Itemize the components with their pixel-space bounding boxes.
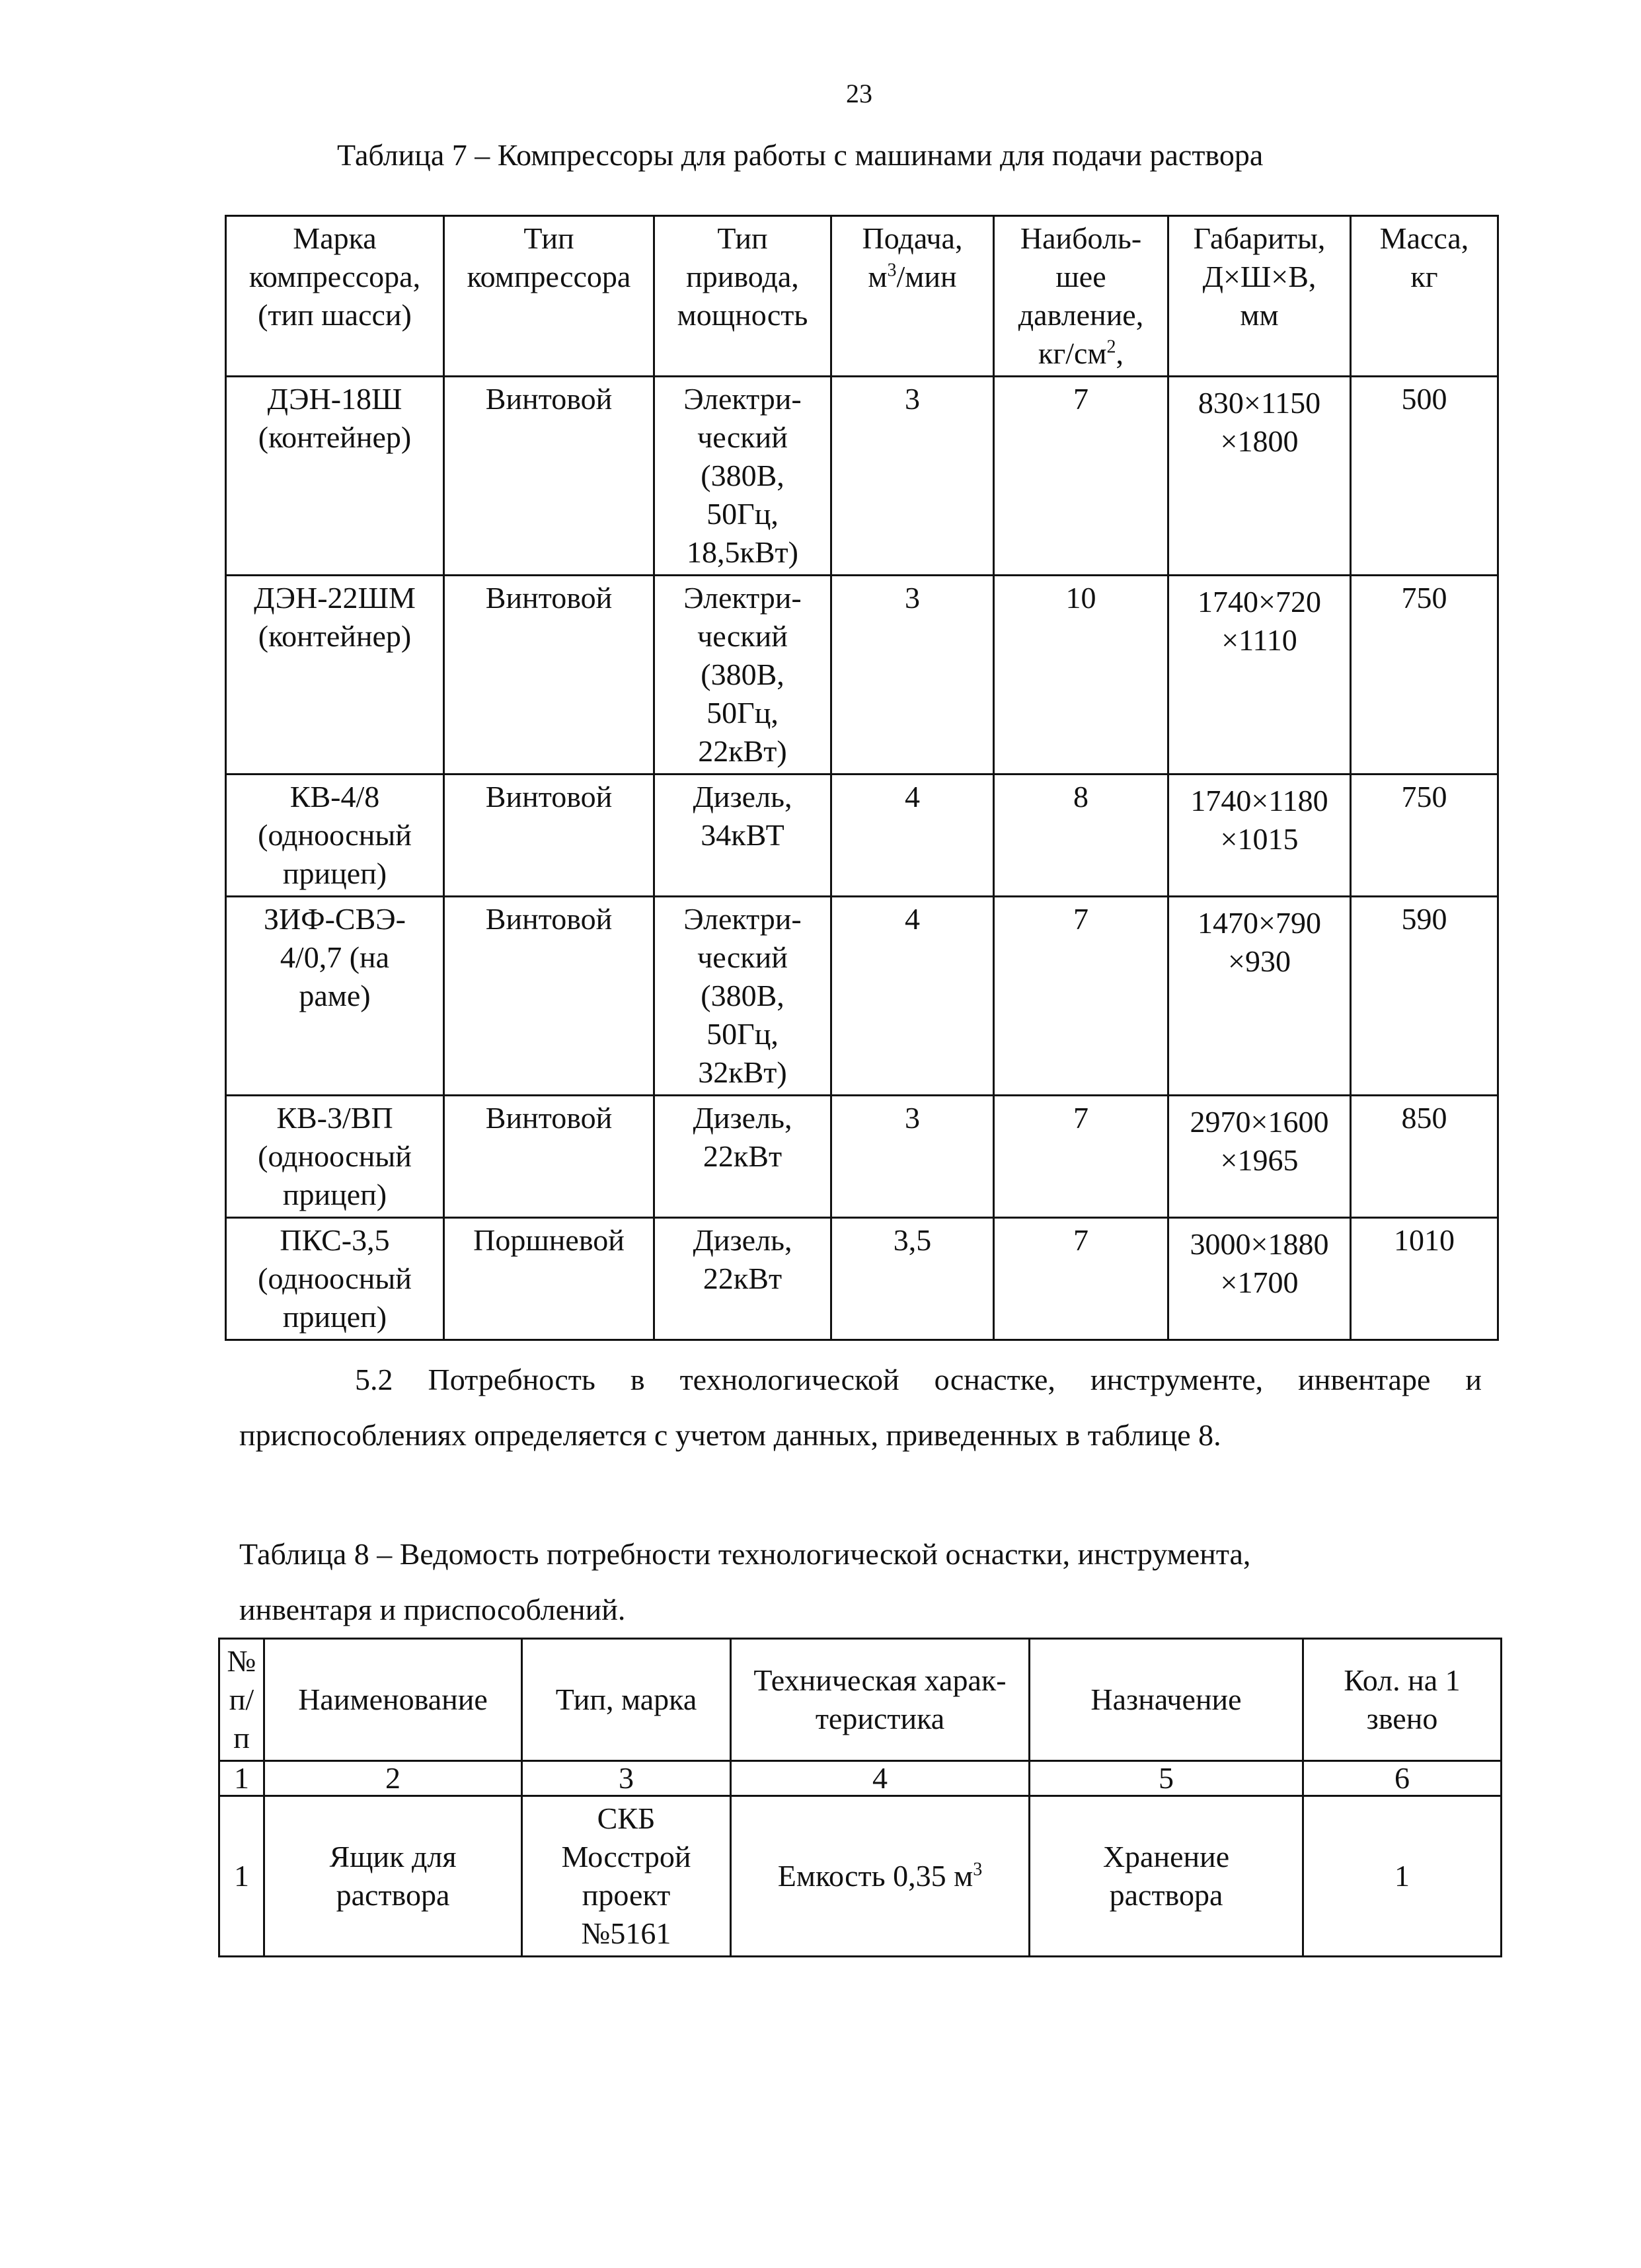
cell-mass-line: 750 xyxy=(1401,780,1447,813)
cell-dimensions-line: ×1110 xyxy=(1221,623,1297,657)
cell-drive-line: 22кВт) xyxy=(698,734,787,768)
cell-compressor-type-line: Винтовой xyxy=(485,581,613,615)
cell-drive-line: 50Гц, xyxy=(706,497,779,531)
table-8-column-numbers xyxy=(219,1761,1502,1796)
table-row xyxy=(226,1096,1498,1218)
cell-mass-line: 500 xyxy=(1401,382,1447,416)
cell-drive-line: 50Гц, xyxy=(706,1017,779,1051)
table-row xyxy=(226,1218,1498,1340)
cell-compressor-type-line: Поршневой xyxy=(473,1223,625,1257)
cell-drive-line: Электри- xyxy=(683,382,802,416)
cell-number xyxy=(219,1796,264,1957)
cell-pressure-line: 7 xyxy=(1073,1101,1088,1135)
cell-drive-line: 34кВТ xyxy=(701,818,784,852)
cell-drive xyxy=(654,897,831,1096)
column-number-cell xyxy=(264,1761,522,1796)
cell-mass-line: 850 xyxy=(1401,1101,1447,1135)
cell-mark-line: ДЭН-18Ш xyxy=(267,382,402,416)
cell-mark xyxy=(226,1096,444,1218)
cell-mass xyxy=(1351,576,1498,775)
cell-compressor-type xyxy=(444,576,654,775)
page-number: 23 xyxy=(846,79,872,108)
cell-brand-line: СКБ xyxy=(597,1801,656,1835)
cell-drive-line: Электри- xyxy=(683,581,802,615)
cell-supply xyxy=(831,576,994,775)
cell-supply xyxy=(831,897,994,1096)
column-number-cell-line: 3 xyxy=(619,1761,634,1795)
column-number-cell xyxy=(1303,1761,1502,1796)
cell-dimensions-line: ×1700 xyxy=(1220,1266,1299,1299)
table-7-header-cell-line: привода, xyxy=(686,260,799,293)
cell-mark-line: (одноосный xyxy=(258,1139,412,1173)
cell-supply-line: 3 xyxy=(905,581,920,615)
table-7-header-cell-line: Тип xyxy=(523,221,574,255)
table-7-header-cell-line: мощность xyxy=(677,298,808,332)
cell-dimensions-line: 1740×1180 xyxy=(1190,784,1328,817)
table-7-header-cell-line: Габариты, xyxy=(1193,221,1326,255)
table-7-header-cell xyxy=(226,216,444,377)
table-8-header-cell-line: звено xyxy=(1366,1702,1438,1735)
cell-compressor-type xyxy=(444,1218,654,1340)
table-8-caption-line-1: Таблица 8 – Ведомость потребности технологической оснастки, инструмента, xyxy=(239,1537,1251,1571)
cell-mass xyxy=(1351,377,1498,576)
cell-compressor-type xyxy=(444,897,654,1096)
cell-drive-line: ческий xyxy=(697,619,788,653)
cell-dimensions xyxy=(1168,897,1351,1096)
cell-pressure xyxy=(994,897,1168,1096)
cell-mark-line: прицеп) xyxy=(282,1178,387,1211)
cell-mark-line: ДЭН-22ШМ xyxy=(254,581,416,615)
cell-compressor-type xyxy=(444,1096,654,1218)
cell-mark-line: 4/0,7 (на xyxy=(280,940,390,974)
cell-drive-line: (380В, xyxy=(701,459,784,492)
cell-pressure-line: 7 xyxy=(1073,902,1088,936)
cell-brand-line: проект xyxy=(582,1878,671,1912)
cell-quantity xyxy=(1303,1796,1502,1957)
cell-supply-line: 4 xyxy=(905,902,920,936)
cell-pressure xyxy=(994,775,1168,897)
cell-dimensions-line: 1470×790 xyxy=(1198,906,1321,940)
cell-mass-line: 590 xyxy=(1401,902,1447,936)
cell-compressor-type-line: Винтовой xyxy=(485,1101,613,1135)
column-number-cell xyxy=(522,1761,731,1796)
table-7-header-cell-line: (тип шасси) xyxy=(258,298,412,332)
table-7-header-cell-line: компрессора xyxy=(467,260,631,293)
cell-dimensions xyxy=(1168,1096,1351,1218)
cell-drive xyxy=(654,1096,831,1218)
cell-mark-line: прицеп) xyxy=(282,1300,387,1334)
table-7-header-cell-line: давление, xyxy=(1018,298,1144,332)
cell-supply-line: 3,5 xyxy=(893,1223,932,1257)
table-8-header-cell-line: № xyxy=(227,1644,256,1678)
cell-drive-line: Электри- xyxy=(683,902,802,936)
cell-mark-line: (контейнер) xyxy=(258,619,412,653)
cell-mass xyxy=(1351,897,1498,1096)
cell-compressor-type xyxy=(444,775,654,897)
cell-quantity-line: 1 xyxy=(1394,1859,1410,1893)
table-7-header-cell xyxy=(831,216,994,377)
cell-mark-line: ПКС-3,5 xyxy=(280,1223,390,1257)
cell-mark xyxy=(226,897,444,1096)
table-8-header-cell xyxy=(731,1639,1030,1761)
table-7-header-cell-line: шее xyxy=(1055,260,1106,293)
table-8-header-cell xyxy=(1303,1639,1502,1761)
table-7-header-cell-line: Подача, xyxy=(862,221,963,255)
table-7-header-cell-line: Д×Ш×В, xyxy=(1202,260,1317,293)
cell-pressure xyxy=(994,576,1168,775)
table-7-header-cell xyxy=(444,216,654,377)
column-number-cell-line: 6 xyxy=(1394,1761,1410,1795)
table-7-header-cell-line: $кг/см^2$, xyxy=(1038,336,1124,370)
cell-drive-line: (380В, xyxy=(701,979,784,1012)
cell-dimensions-line: ×930 xyxy=(1228,944,1291,978)
cell-mass-line: 750 xyxy=(1401,581,1447,615)
cell-mark-line: ЗИФ-СВЭ- xyxy=(264,902,406,936)
table-8-header-cell xyxy=(522,1639,731,1761)
cell-dimensions-line: 2970×1600 xyxy=(1190,1105,1329,1139)
cell-number-line: 1 xyxy=(234,1859,249,1893)
cell-pressure xyxy=(994,1096,1168,1218)
table-8-header-cell xyxy=(1030,1639,1303,1761)
cell-spec-line: Емкость 0,35 $м^3$ xyxy=(777,1859,983,1893)
cell-drive-line: Дизель, xyxy=(693,780,792,813)
cell-supply xyxy=(831,377,994,576)
cell-dimensions-line: ×1965 xyxy=(1220,1143,1299,1177)
cell-pressure-line: 8 xyxy=(1073,780,1088,813)
table-7-header-cell xyxy=(654,216,831,377)
table-row xyxy=(226,576,1498,775)
cell-spec xyxy=(731,1796,1030,1957)
cell-supply xyxy=(831,775,994,897)
cell-compressor-type-line: Винтовой xyxy=(485,382,613,416)
table-8-header-cell xyxy=(219,1639,264,1761)
table-8-header-cell-line: Кол. на 1 xyxy=(1344,1663,1461,1697)
table-7-caption: Таблица 7 – Компрессоры для работы с машинами для подачи раствора xyxy=(337,138,1264,172)
table-row xyxy=(226,775,1498,897)
cell-mark-line: раме) xyxy=(299,979,371,1012)
column-number-cell-line: 4 xyxy=(872,1761,888,1795)
cell-drive-line: 32кВт) xyxy=(698,1055,787,1089)
table-7-header-cell-line: кг xyxy=(1410,260,1438,293)
table-7-header-cell xyxy=(994,216,1168,377)
table-7-header-cell-line: компрессора, xyxy=(248,260,421,293)
cell-drive-line: ческий xyxy=(697,420,788,454)
cell-brand-line: Мосстрой xyxy=(561,1840,691,1873)
cell-pressure-line: 10 xyxy=(1065,581,1096,615)
cell-mass-line: 1010 xyxy=(1394,1223,1455,1257)
table-row xyxy=(226,377,1498,576)
cell-drive xyxy=(654,576,831,775)
table-8-header-cell-line: Назначение xyxy=(1090,1682,1242,1716)
cell-mark-line: (одноосный xyxy=(258,1262,412,1295)
cell-mass xyxy=(1351,1218,1498,1340)
table-7-header-cell-line: мм xyxy=(1240,298,1279,332)
cell-mark-line: (одноосный xyxy=(258,818,412,852)
table-8-header-cell-line: Тип, марка xyxy=(555,1682,697,1716)
cell-drive-line: Дизель, xyxy=(693,1101,792,1135)
cell-dimensions-line: ×1015 xyxy=(1220,822,1299,856)
column-number-cell-line: 1 xyxy=(234,1761,249,1795)
cell-drive-line: 22кВт xyxy=(703,1262,782,1295)
cell-pressure xyxy=(994,377,1168,576)
cell-name xyxy=(264,1796,522,1957)
cell-drive xyxy=(654,1218,831,1340)
cell-mark-line: прицеп) xyxy=(282,856,387,890)
column-number-cell xyxy=(1030,1761,1303,1796)
cell-supply xyxy=(831,1218,994,1340)
cell-purpose-line: раствора xyxy=(1109,1878,1223,1912)
cell-supply-line: 4 xyxy=(905,780,920,813)
table-7-header-cell-line: Масса, xyxy=(1379,221,1469,255)
cell-compressor-type xyxy=(444,377,654,576)
table-7-header-cell xyxy=(1351,216,1498,377)
cell-dimensions-line: 830×1150 xyxy=(1198,386,1321,420)
table-7-header-row xyxy=(226,216,1498,377)
cell-dimensions-line: ×1800 xyxy=(1220,424,1299,458)
cell-drive-line: ческий xyxy=(697,940,788,974)
cell-drive-line: 22кВт xyxy=(703,1139,782,1173)
table-8-header-cell-line: теристика xyxy=(815,1702,945,1735)
cell-dimensions-line: 1740×720 xyxy=(1198,585,1321,619)
cell-drive-line: (380В, xyxy=(701,658,784,691)
column-number-cell-line: 2 xyxy=(385,1761,401,1795)
cell-mark xyxy=(226,1218,444,1340)
table-7-header-cell-line: Марка xyxy=(293,221,377,255)
cell-drive-line: 50Гц, xyxy=(706,696,779,730)
cell-drive-line: Дизель, xyxy=(693,1223,792,1257)
table-row xyxy=(226,897,1498,1096)
cell-brand-line: №5161 xyxy=(581,1916,671,1950)
cell-dimensions xyxy=(1168,377,1351,576)
cell-dimensions-line: 3000×1880 xyxy=(1190,1227,1329,1261)
table-8-header-row xyxy=(219,1639,1502,1761)
cell-mark-line: КВ-3/ВП xyxy=(276,1101,393,1135)
cell-dimensions xyxy=(1168,576,1351,775)
table-8-header-cell-line: п/п xyxy=(229,1682,254,1755)
column-number-cell xyxy=(731,1761,1030,1796)
table-8 xyxy=(218,1638,1502,1957)
cell-purpose xyxy=(1030,1796,1303,1957)
cell-mark xyxy=(226,576,444,775)
cell-name-line: Ящик для xyxy=(329,1840,457,1873)
cell-dimensions xyxy=(1168,1218,1351,1340)
table-7-header-cell xyxy=(1168,216,1351,377)
cell-mark-line: КВ-4/8 xyxy=(289,780,380,813)
table-7-header-cell-line: $м^3$/мин xyxy=(868,260,957,293)
table-8-header-cell-line: Техническая харак- xyxy=(753,1663,1007,1697)
cell-drive xyxy=(654,775,831,897)
cell-pressure-line: 7 xyxy=(1073,1223,1088,1257)
cell-pressure xyxy=(994,1218,1168,1340)
table-7-header-cell-line: Наиболь- xyxy=(1020,221,1142,255)
table-7 xyxy=(225,215,1499,1341)
cell-supply xyxy=(831,1096,994,1218)
cell-pressure-line: 7 xyxy=(1073,382,1088,416)
cell-purpose-line: Хранение xyxy=(1102,1840,1230,1873)
cell-mass xyxy=(1351,775,1498,897)
cell-mark xyxy=(226,377,444,576)
column-number-cell-line: 5 xyxy=(1159,1761,1174,1795)
cell-compressor-type-line: Винтовой xyxy=(485,780,613,813)
cell-supply-line: 3 xyxy=(905,1101,920,1135)
table-8-header-cell xyxy=(264,1639,522,1761)
table-7-header-cell-line: Тип xyxy=(717,221,768,255)
cell-mark-line: (контейнер) xyxy=(258,420,412,454)
cell-drive-line: 18,5кВт) xyxy=(687,535,798,569)
cell-dimensions xyxy=(1168,775,1351,897)
table-row xyxy=(219,1796,1502,1957)
cell-mark xyxy=(226,775,444,897)
cell-brand xyxy=(522,1796,731,1957)
cell-supply-line: 3 xyxy=(905,382,920,416)
table-8-header-cell-line: Наименование xyxy=(298,1682,488,1716)
cell-mass xyxy=(1351,1096,1498,1218)
table-8-caption-line-2: инвентаря и приспособлений. xyxy=(239,1593,626,1626)
cell-drive xyxy=(654,377,831,576)
column-number-cell xyxy=(219,1761,264,1796)
paragraph-5-2: 5.2 Потребность в технологической оснастке, инструменте, инвентаре и приспособлениях определяется с учетом данных, приведенных в таблице 8. xyxy=(239,1363,1482,1452)
table-8-caption xyxy=(239,1527,1482,1638)
cell-name-line: раствора xyxy=(336,1878,450,1912)
cell-compressor-type-line: Винтовой xyxy=(485,902,613,936)
